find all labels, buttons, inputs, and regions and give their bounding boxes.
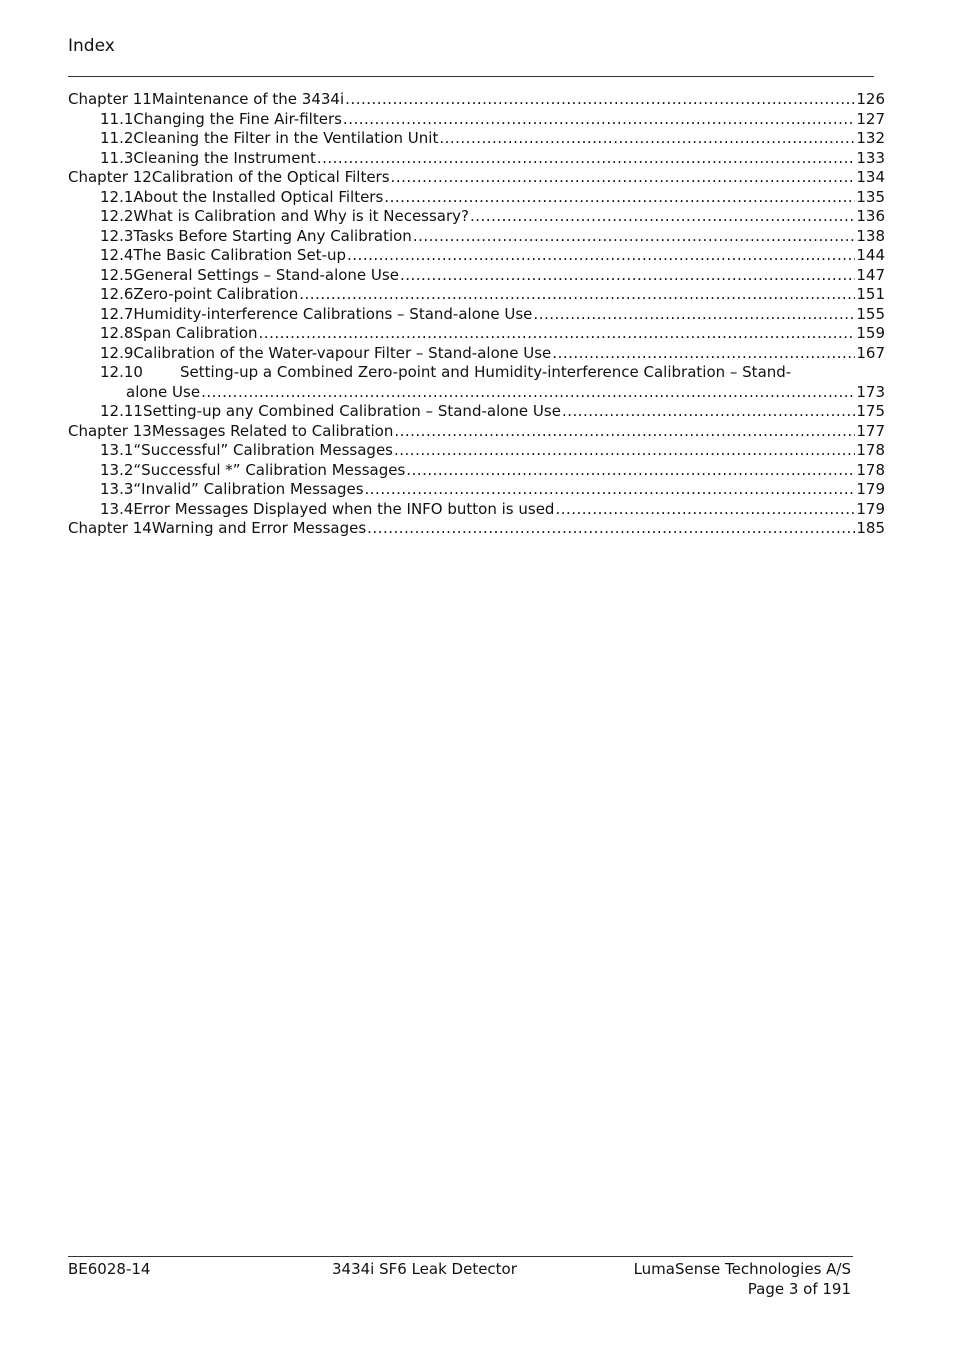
toc-entry[interactable]: [68, 402, 885, 422]
toc-entry-number: Chapter 11: [68, 90, 152, 108]
toc-entry-continuation[interactable]: [68, 383, 885, 403]
toc-entry-title: Span Calibration: [133, 324, 258, 342]
toc-entry-page: 127: [856, 109, 885, 128]
toc-entry-title: About the Installed Optical Filters: [133, 187, 384, 206]
toc-entry-number: 13.1: [100, 441, 134, 459]
toc-entry-page: 155: [856, 304, 885, 323]
toc-leader-dots: [345, 90, 855, 110]
toc-entry-number: 12.5: [100, 265, 134, 284]
toc-entry-page: 135: [856, 187, 885, 206]
toc-entry-page: 159: [856, 324, 885, 342]
footer-product: 3434i SF6 Leak Detector: [332, 1260, 517, 1278]
toc-entry[interactable]: [68, 188, 885, 208]
toc-entry-number: 13.3: [100, 480, 134, 498]
toc-entry[interactable]: [68, 266, 885, 286]
toc-entry[interactable]: [68, 207, 885, 227]
toc-entry-title: Setting-up a Combined Zero-point and Humidity-interference Calibration – Stand-: [180, 363, 792, 381]
toc-leader-dots: [470, 207, 855, 227]
toc-entry-title: The Basic Calibration Set-up: [133, 246, 347, 264]
toc-entry-page: 133: [856, 148, 885, 167]
toc-chapter-entry[interactable]: [68, 422, 885, 442]
footer-page-info: Page 3 of 191: [747, 1279, 851, 1298]
toc-entry-number: Chapter 12: [68, 168, 152, 186]
toc-leader-dots: [201, 383, 855, 403]
toc-entry-number: 12.1: [100, 187, 134, 206]
toc-leader-dots: [400, 266, 855, 286]
toc-leader-dots: [259, 324, 856, 344]
toc-entry-page: 167: [856, 343, 885, 362]
toc-entry[interactable]: [68, 285, 885, 305]
toc-leader-dots: [343, 110, 855, 130]
toc-entry-title: Calibration of the Optical Filters: [151, 168, 390, 186]
toc-entry[interactable]: [68, 344, 885, 364]
toc-entry[interactable]: [68, 110, 885, 130]
toc-entry-number: 13.2: [100, 460, 134, 479]
toc-entry-page: 175: [856, 402, 885, 420]
toc-chapter-entry[interactable]: [68, 90, 885, 110]
toc-entry-number: 12.9: [100, 343, 134, 362]
page-header-title: Index: [68, 36, 115, 56]
toc-entry-number: 12.6: [100, 285, 134, 303]
toc-chapter-entry[interactable]: [68, 519, 885, 539]
toc-entry-number: 12.2: [100, 207, 134, 225]
toc-leader-dots: [533, 305, 855, 325]
toc-entry[interactable]: [68, 305, 885, 325]
toc-entry-number: 13.4: [100, 499, 134, 518]
toc-entry-number: 12.4: [100, 246, 134, 264]
toc-leader-dots: [365, 480, 856, 500]
toc-entry-number: 11.2: [100, 129, 134, 147]
toc-entry-page: 179: [856, 499, 885, 518]
toc-entry-page: 136: [856, 207, 885, 225]
header-rule: [68, 76, 874, 77]
footer-doc-id: BE6028-14: [68, 1260, 151, 1278]
footer-company-page: [634, 1260, 851, 1299]
toc-entry[interactable]: [68, 480, 885, 500]
toc-entry-title: Warning and Error Messages: [151, 519, 367, 537]
toc-leader-dots: [394, 441, 855, 461]
toc-entry-title: Tasks Before Starting Any Calibration: [133, 226, 412, 245]
toc-entry-title: What is Calibration and Why is it Necessary?: [133, 207, 470, 225]
toc-entry[interactable]: [68, 227, 885, 247]
toc-entry-page: 132: [856, 129, 885, 147]
toc-entry-title: “Successful” Calibration Messages: [133, 441, 393, 459]
toc-leader-dots: [367, 519, 855, 539]
toc-entry-title: Cleaning the Instrument: [133, 148, 316, 167]
toc-entry-page: 177: [856, 421, 885, 440]
toc-entry[interactable]: [68, 500, 885, 520]
footer-company: LumaSense Technologies A/S: [633, 1260, 851, 1278]
toc-entry-number: 12.7: [100, 304, 134, 323]
toc-leader-dots: [384, 188, 855, 208]
toc-leader-dots: [347, 246, 855, 266]
toc-entry-title: Setting-up any Combined Calibration – Stand-alone Use: [142, 402, 561, 420]
toc-entry-title: Maintenance of the 3434i: [151, 90, 345, 108]
toc-entry-page: 173: [856, 382, 885, 401]
toc-entry-title: Changing the Fine Air-filters: [133, 109, 342, 128]
toc-leader-dots: [317, 149, 856, 169]
toc-entry-title: Calibration of the Water-vapour Filter – Stand-alone Use: [133, 343, 552, 362]
toc-entry-number: 12.10: [100, 363, 143, 381]
toc-entry-number: 11.3: [100, 148, 134, 167]
toc-leader-dots: [406, 461, 855, 481]
toc-entry-number: 11.1: [100, 109, 134, 128]
toc-entry-page: 134: [856, 168, 885, 186]
toc-leader-dots: [391, 168, 856, 188]
toc-leader-dots: [413, 227, 856, 247]
toc-leader-dots: [552, 344, 855, 364]
toc-entry-page: 126: [856, 90, 885, 108]
toc-entry-page: 178: [856, 460, 885, 479]
footer-rule: [68, 1256, 853, 1257]
toc-leader-dots: [439, 129, 855, 149]
toc-entry[interactable]: [68, 246, 885, 266]
toc-leader-dots: [555, 500, 855, 520]
toc-entry-number: 12.11: [100, 402, 143, 420]
toc-entry-title: Zero-point Calibration: [133, 285, 299, 303]
toc-entry-page: 185: [856, 519, 885, 537]
toc-entry-page: 147: [856, 265, 885, 284]
toc-entry-number: 12.8: [100, 324, 134, 342]
toc-entry-title: “Invalid” Calibration Messages: [133, 480, 364, 498]
toc-entry[interactable]: [68, 441, 885, 461]
toc-entry-page: 144: [856, 246, 885, 264]
toc-entry[interactable]: [68, 324, 885, 344]
toc-entry-title: Messages Related to Calibration: [151, 421, 394, 440]
toc-entry[interactable]: [68, 129, 885, 149]
toc-chapter-entry[interactable]: [68, 168, 885, 188]
toc-entry-number: 12.3: [100, 226, 134, 245]
toc-entry-number: Chapter 14: [68, 519, 152, 537]
toc-entry-title: General Settings – Stand-alone Use: [133, 265, 399, 284]
toc-entry-title: “Successful *” Calibration Messages: [133, 460, 406, 479]
toc-leader-dots: [394, 422, 855, 442]
toc-entry-page: 178: [856, 441, 885, 459]
toc-entry-page: 138: [856, 226, 885, 245]
toc-leader-dots: [299, 285, 855, 305]
toc-entry-title: Humidity-interference Calibrations – Stand-alone Use: [133, 304, 533, 323]
toc-entry-title-continuation: alone Use: [126, 382, 201, 401]
toc-leader-dots: [562, 402, 855, 422]
table-of-contents: [68, 90, 885, 539]
toc-entry[interactable]: [68, 363, 885, 383]
toc-entry[interactable]: [68, 461, 885, 481]
toc-entry-number: Chapter 13: [68, 421, 152, 440]
toc-entry[interactable]: [68, 149, 885, 169]
toc-entry-page: 179: [856, 480, 885, 498]
toc-entry-page: 151: [856, 285, 885, 303]
toc-entry-title: Error Messages Displayed when the INFO button is used: [133, 499, 555, 518]
toc-entry-title: Cleaning the Filter in the Ventilation Unit: [133, 129, 439, 147]
